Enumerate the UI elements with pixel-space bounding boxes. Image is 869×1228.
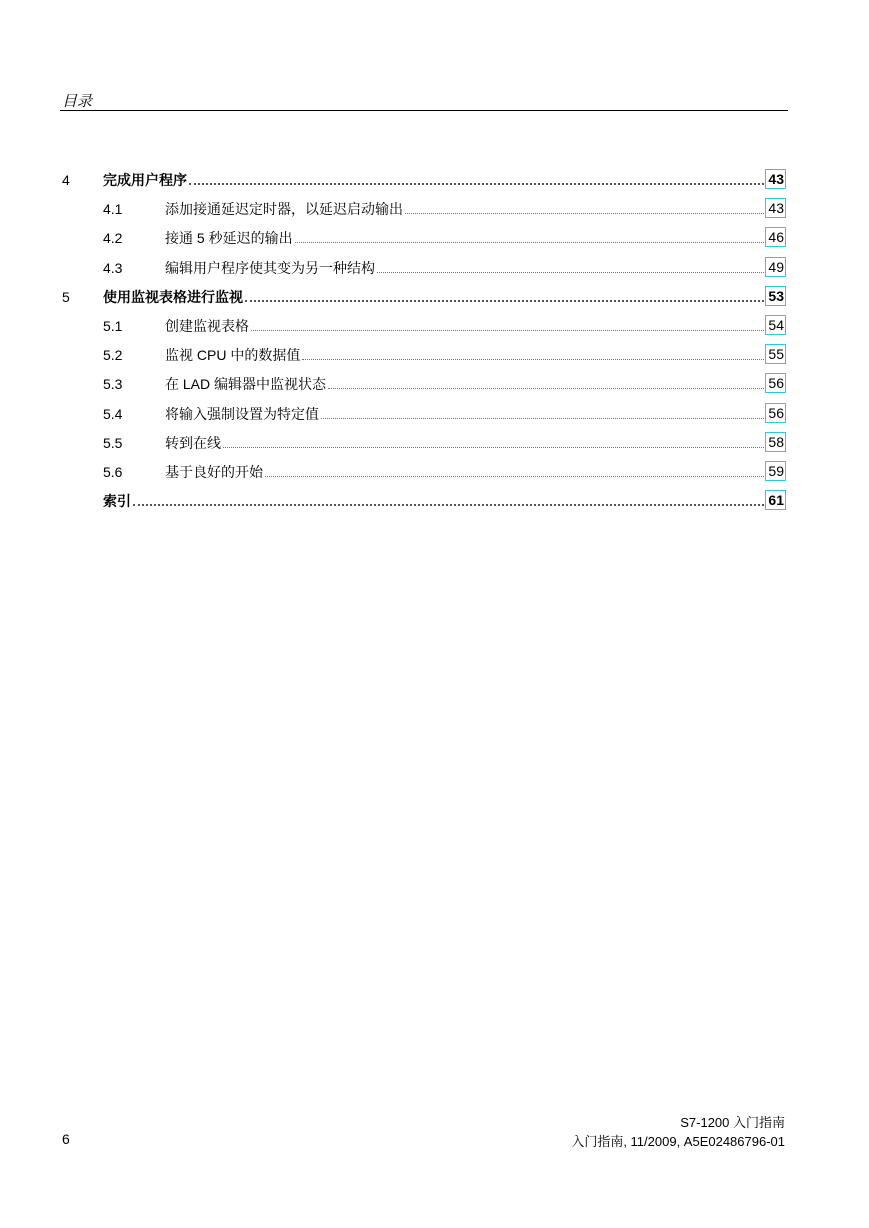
toc-entry-section[interactable]: [62, 342, 786, 364]
toc-page-link[interactable]: 43: [765, 198, 786, 218]
toc-page-link[interactable]: 49: [765, 257, 786, 277]
page-number: 6: [62, 1131, 70, 1147]
toc-entry-title[interactable]: 完成用户程序: [103, 172, 187, 188]
toc-entry-chapter[interactable]: [62, 167, 786, 189]
dot-leader: [321, 418, 764, 419]
toc-entry-title[interactable]: 添加接通延迟定时器，以延迟启动输出: [165, 201, 403, 217]
toc-entry-title[interactable]: 转到在线: [165, 435, 221, 451]
toc-entry-section[interactable]: [62, 225, 786, 247]
toc-page-link[interactable]: 58: [765, 432, 786, 452]
dot-leader: [223, 447, 764, 448]
toc-entry-number: 5.2: [103, 347, 123, 363]
toc-entry-section[interactable]: [62, 459, 786, 481]
dot-leader: [302, 359, 764, 360]
toc-entry-index[interactable]: [62, 488, 786, 510]
dot-leader: [245, 300, 764, 302]
dot-leader: [133, 504, 764, 506]
toc-entry-section[interactable]: [62, 401, 786, 423]
dot-leader: [251, 330, 764, 331]
toc-page-link[interactable]: 53: [765, 286, 786, 306]
toc-page-link[interactable]: 61: [765, 490, 786, 510]
toc-entry-title[interactable]: 将输入强制设置为特定值: [165, 406, 319, 422]
footer-publication-info: [571, 1113, 785, 1151]
dot-leader: [405, 213, 764, 214]
toc-entry-section[interactable]: [62, 313, 786, 335]
footer-product: S7-1200 入门指南: [680, 1115, 785, 1130]
dot-leader: [189, 183, 764, 185]
toc-entry-title[interactable]: 接通 5 秒延迟的输出: [165, 230, 293, 246]
toc-entry-section[interactable]: [62, 255, 786, 277]
toc-page-link[interactable]: 59: [765, 461, 786, 481]
toc-entry-number: 5: [62, 289, 70, 305]
toc-entry-title[interactable]: 在 LAD 编辑器中监视状态: [165, 376, 327, 392]
toc-entry-section[interactable]: [62, 371, 786, 393]
toc-entry-number: 5.6: [103, 464, 123, 480]
toc-entry-title[interactable]: 索引: [103, 493, 131, 509]
toc-entry-title[interactable]: 使用监视表格进行监视: [103, 289, 243, 305]
dot-leader: [265, 476, 764, 477]
footer-edition: 入门指南, 11/2009, A5E02486796-01: [571, 1134, 785, 1149]
dot-leader: [328, 388, 764, 389]
running-header-title: 目录: [62, 94, 93, 110]
toc-entry-section[interactable]: [62, 196, 786, 218]
toc-entry-title[interactable]: 编辑用户程序使其变为另一种结构: [165, 260, 375, 276]
toc-entry-title[interactable]: 监视 CPU 中的数据值: [165, 347, 301, 363]
toc-entry-number: 5.5: [103, 435, 123, 451]
toc-page-link[interactable]: 54: [765, 315, 786, 335]
toc-page-link[interactable]: 55: [765, 344, 786, 364]
toc-entry-number: 4.1: [103, 201, 123, 217]
toc-entry-number: 4: [62, 172, 70, 188]
toc-entry-number: 5.1: [103, 318, 123, 334]
toc-entry-title[interactable]: 创建监视表格: [165, 318, 249, 334]
toc-entry-number: 4.2: [103, 230, 123, 246]
toc-entry-chapter[interactable]: [62, 284, 786, 306]
toc-page-link[interactable]: 43: [765, 169, 786, 189]
toc-entry-number: 4.3: [103, 260, 123, 276]
toc-entry-number: 5.4: [103, 406, 123, 422]
dot-leader: [377, 272, 764, 273]
dot-leader: [295, 242, 764, 243]
toc-page-link[interactable]: 46: [765, 227, 786, 247]
header-divider: [60, 110, 788, 111]
toc-entry-number: 5.3: [103, 376, 123, 392]
toc-entry-section[interactable]: [62, 430, 786, 452]
toc-page-link[interactable]: 56: [765, 403, 786, 423]
toc-page-link[interactable]: 56: [765, 373, 786, 393]
toc-entry-title[interactable]: 基于良好的开始: [165, 464, 263, 480]
